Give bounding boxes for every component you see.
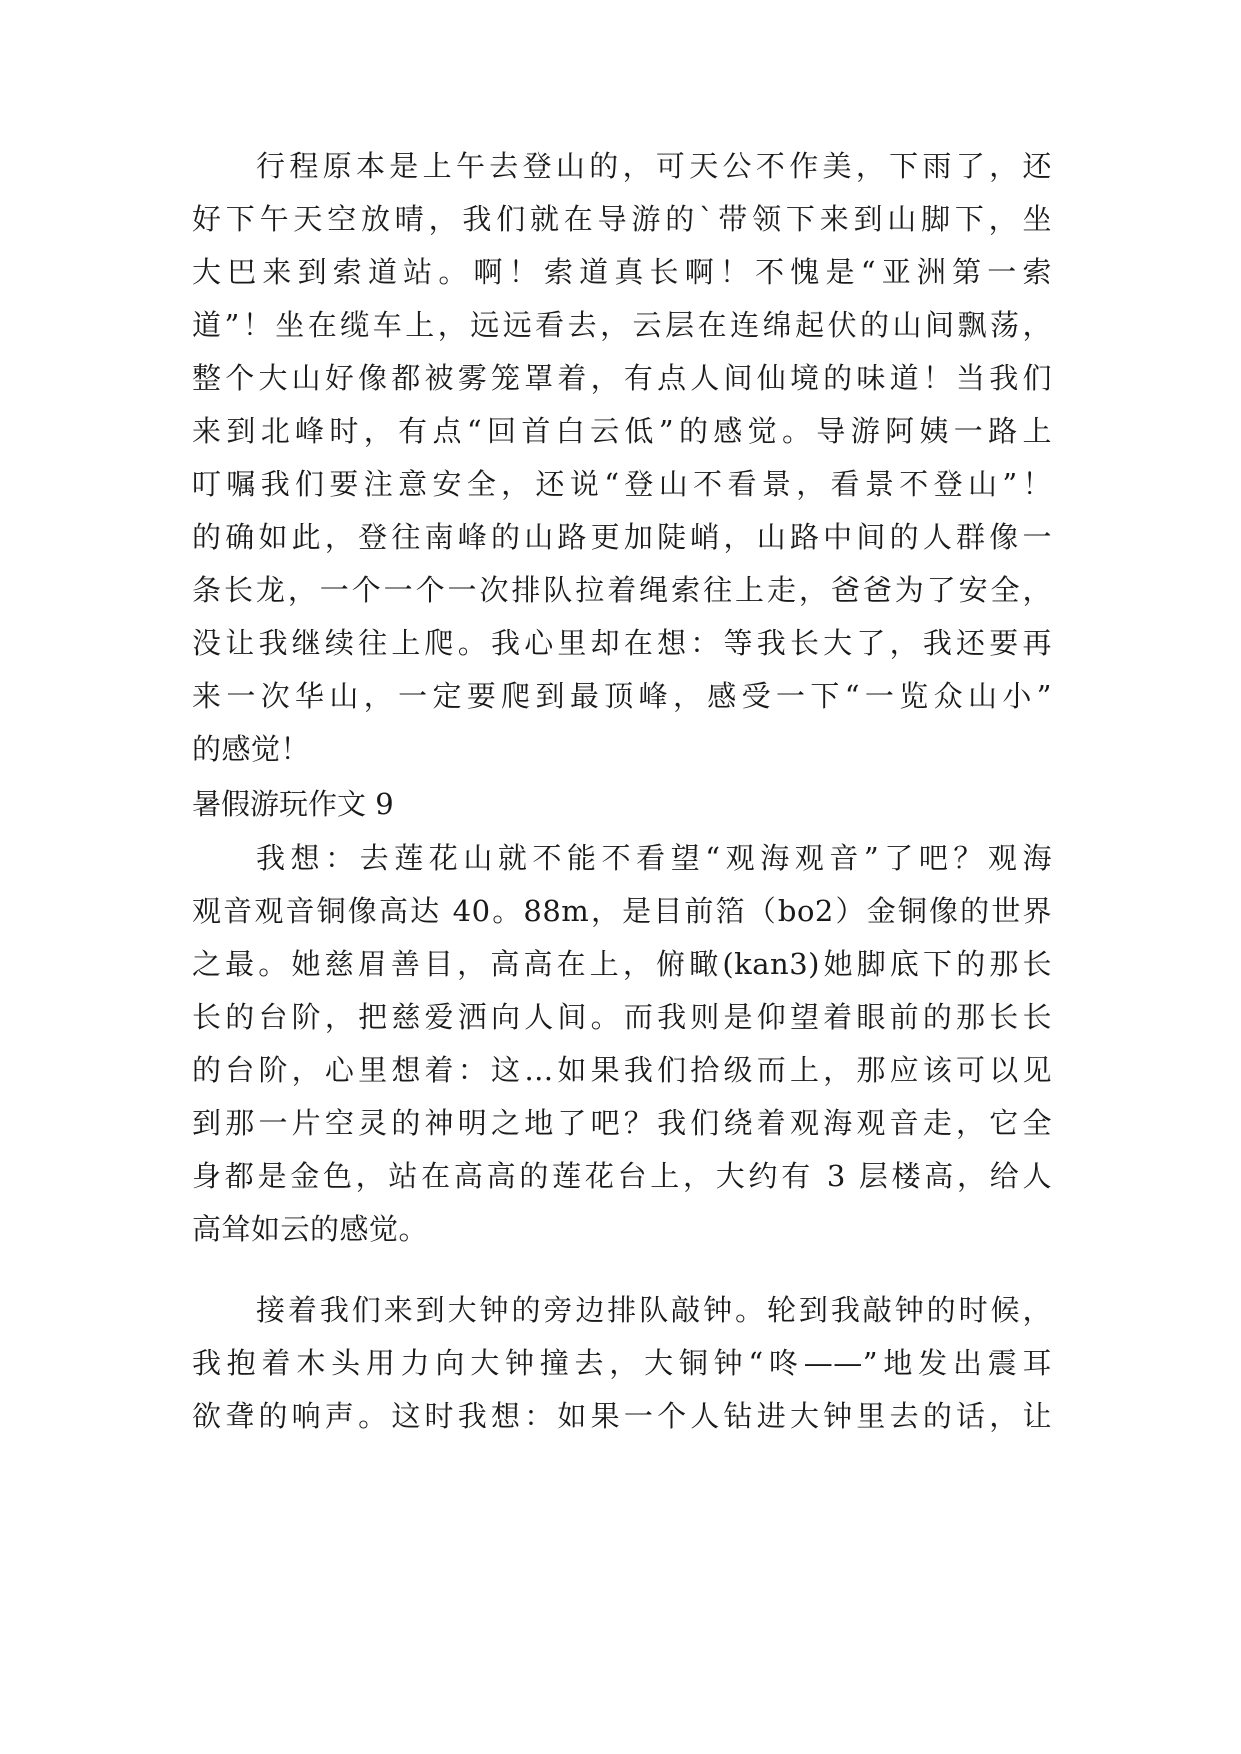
paragraph-2 — [192, 832, 1052, 1256]
text-line: 的台阶，心里想着：这…如果我们拾级而上，那应该可以见 — [192, 1053, 1052, 1087]
text-line: 接着我们来到大钟的旁边排队敲钟。轮到我敲钟的时候， — [256, 1293, 1052, 1327]
text-line: 到那一片空灵的神明之地了吧？我们绕着观海观音走，它全 — [192, 1106, 1052, 1140]
text-line: 观音观音铜像高达 40。88m，是目前箔（bo2）金铜像的世界 — [192, 894, 1052, 928]
text-line: 来到北峰时，有点“回首白云低”的感觉。导游阿姨一路上 — [192, 414, 1052, 448]
text-line: 长的台阶，把慈爱洒向人间。而我则是仰望着眼前的那长长 — [192, 1000, 1052, 1034]
section-title-block — [192, 778, 1052, 831]
text-line: 来一次华山，一定要爬到最顶峰，感受一下“一览众山小” — [192, 679, 1052, 713]
text-line: 高耸如云的感觉。 — [192, 1212, 429, 1246]
text-line: 欲聋的响声。这时我想：如果一个人钻进大钟里去的话，让 — [192, 1399, 1052, 1433]
text-line: 行程原本是上午去登山的，可天公不作美，下雨了，还 — [256, 149, 1052, 183]
text-line: 条长龙，一个一个一次排队拉着绳索往上走，爸爸为了安全， — [192, 573, 1052, 607]
text-line: 我抱着木头用力向大钟撞去，大铜钟“咚——”地发出震耳 — [192, 1346, 1052, 1380]
text-line: 好下午天空放晴，我们就在导游的`带领下来到山脚下，坐 — [192, 202, 1052, 236]
text-line: 的确如此，登往南峰的山路更加陡峭，山路中间的人群像一 — [192, 520, 1052, 554]
text-line: 叮嘱我们要注意安全，还说“登山不看景，看景不登山”！ — [192, 467, 1052, 501]
text-line: 的感觉！ — [192, 732, 311, 766]
text-line: 整个大山好像都被雾笼罩着，有点人间仙境的味道！当我们 — [192, 361, 1052, 395]
text-line: 我想：去莲花山就不能不看望“观海观音”了吧？观海 — [256, 841, 1052, 875]
section-title: 暑假游玩作文 9 — [192, 787, 394, 821]
text-line: 没让我继续往上爬。我心里却在想：等我长大了，我还要再 — [192, 626, 1052, 660]
paragraph-1 — [192, 140, 1052, 776]
text-line: 身都是金色，站在高高的莲花台上，大约有 3 层楼高，给人 — [192, 1159, 1052, 1193]
text-line: 道”！坐在缆车上，远远看去，云层在连绵起伏的山间飘荡， — [192, 308, 1052, 342]
text-line: 大巴来到索道站。啊！索道真长啊！不愧是“亚洲第一索 — [192, 255, 1052, 289]
text-line: 之最。她慈眉善目，高高在上，俯瞰(kan3)她脚底下的那长 — [192, 947, 1052, 981]
paragraph-3 — [192, 1284, 1052, 1443]
